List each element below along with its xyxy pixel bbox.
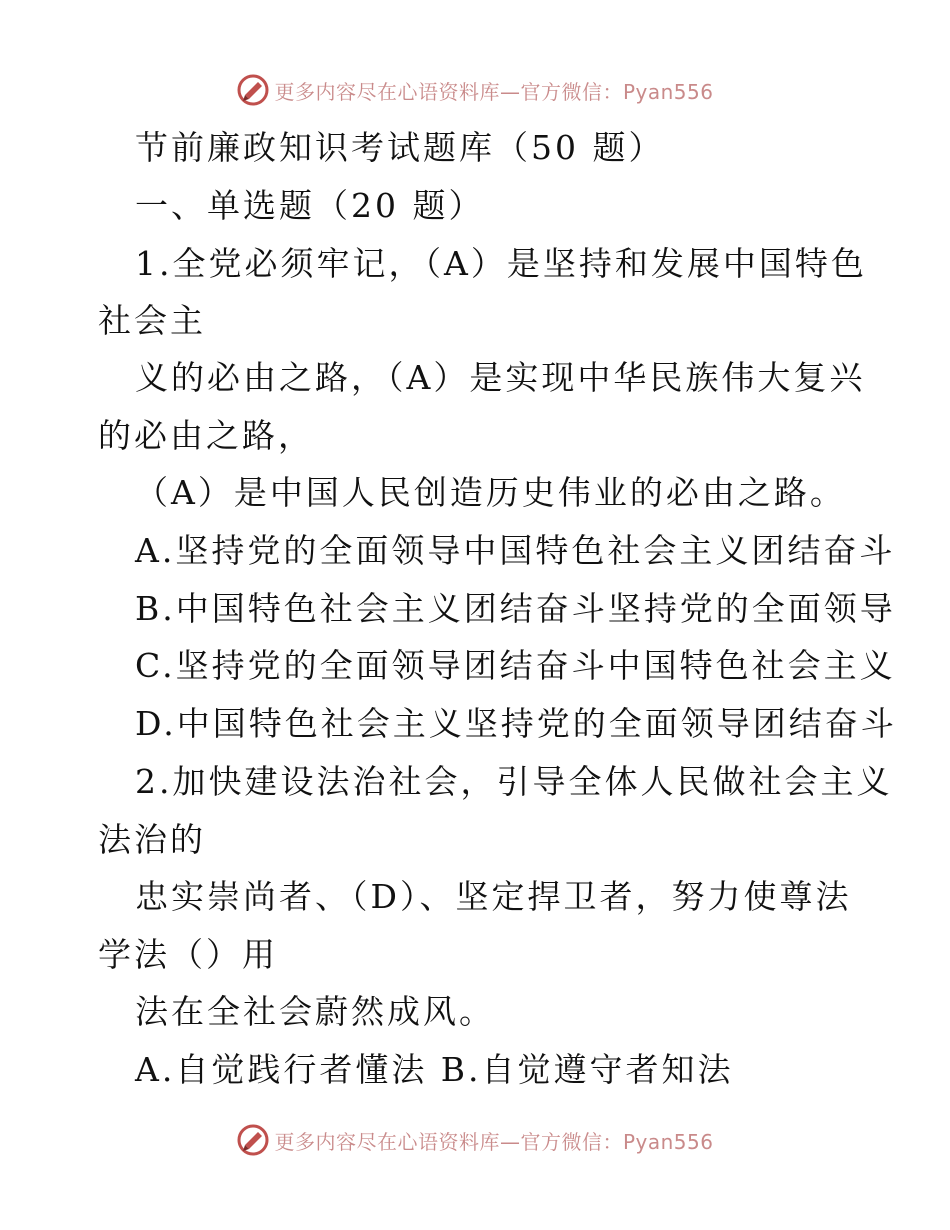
question-2-line-3: 忠实崇尚者、（D）、坚定捍卫者，努力使尊法 <box>135 877 852 916</box>
document-title: 节前廉政知识考试题库（50 题） <box>135 128 665 167</box>
question-1-line-4: 的必由之路， <box>98 416 314 455</box>
question-2-line-1: 2.加快建设法治社会，引导全体人民做社会主义 <box>135 762 893 801</box>
section-heading: 一、单选题（20 题） <box>135 186 485 225</box>
question-2-line-4: 学法（）用 <box>98 935 278 974</box>
question-1-option-b: B.中国特色社会主义团结奋斗坚持党的全面领导 <box>135 589 896 628</box>
pen-logo-icon <box>236 1123 270 1157</box>
question-1-line-5: （A）是中国人民创造历史伟业的必由之路。 <box>135 473 846 512</box>
watermark-text: 更多内容尽在心语资料库—官方微信：Pyan556 <box>274 79 714 104</box>
pen-logo-icon <box>236 73 270 107</box>
question-1-line-3: 义的必由之路，（A）是实现中华民族伟大复兴 <box>135 358 866 397</box>
question-2-line-5: 法在全社会蔚然成风。 <box>135 992 495 1031</box>
watermark-text: 更多内容尽在心语资料库—官方微信：Pyan556 <box>274 1129 714 1154</box>
question-2-options-ab: A.自觉践行者懂法 B.自觉遵守者知法 <box>135 1050 734 1089</box>
question-1-line-1: 1.全党必须牢记，（A）是坚持和发展中国特色 <box>135 244 867 283</box>
question-1-line-2: 社会主 <box>98 301 206 340</box>
question-1-option-a: A.坚持党的全面领导中国特色社会主义团结奋斗 <box>135 531 896 570</box>
question-1-option-c: C.坚持党的全面领导团结奋斗中国特色社会主义 <box>135 646 896 685</box>
watermark-header <box>0 70 950 110</box>
question-2-line-2: 法治的 <box>98 820 206 859</box>
question-1-option-d: D.中国特色社会主义坚持党的全面领导团结奋斗 <box>135 704 897 743</box>
watermark-footer <box>0 1120 950 1160</box>
